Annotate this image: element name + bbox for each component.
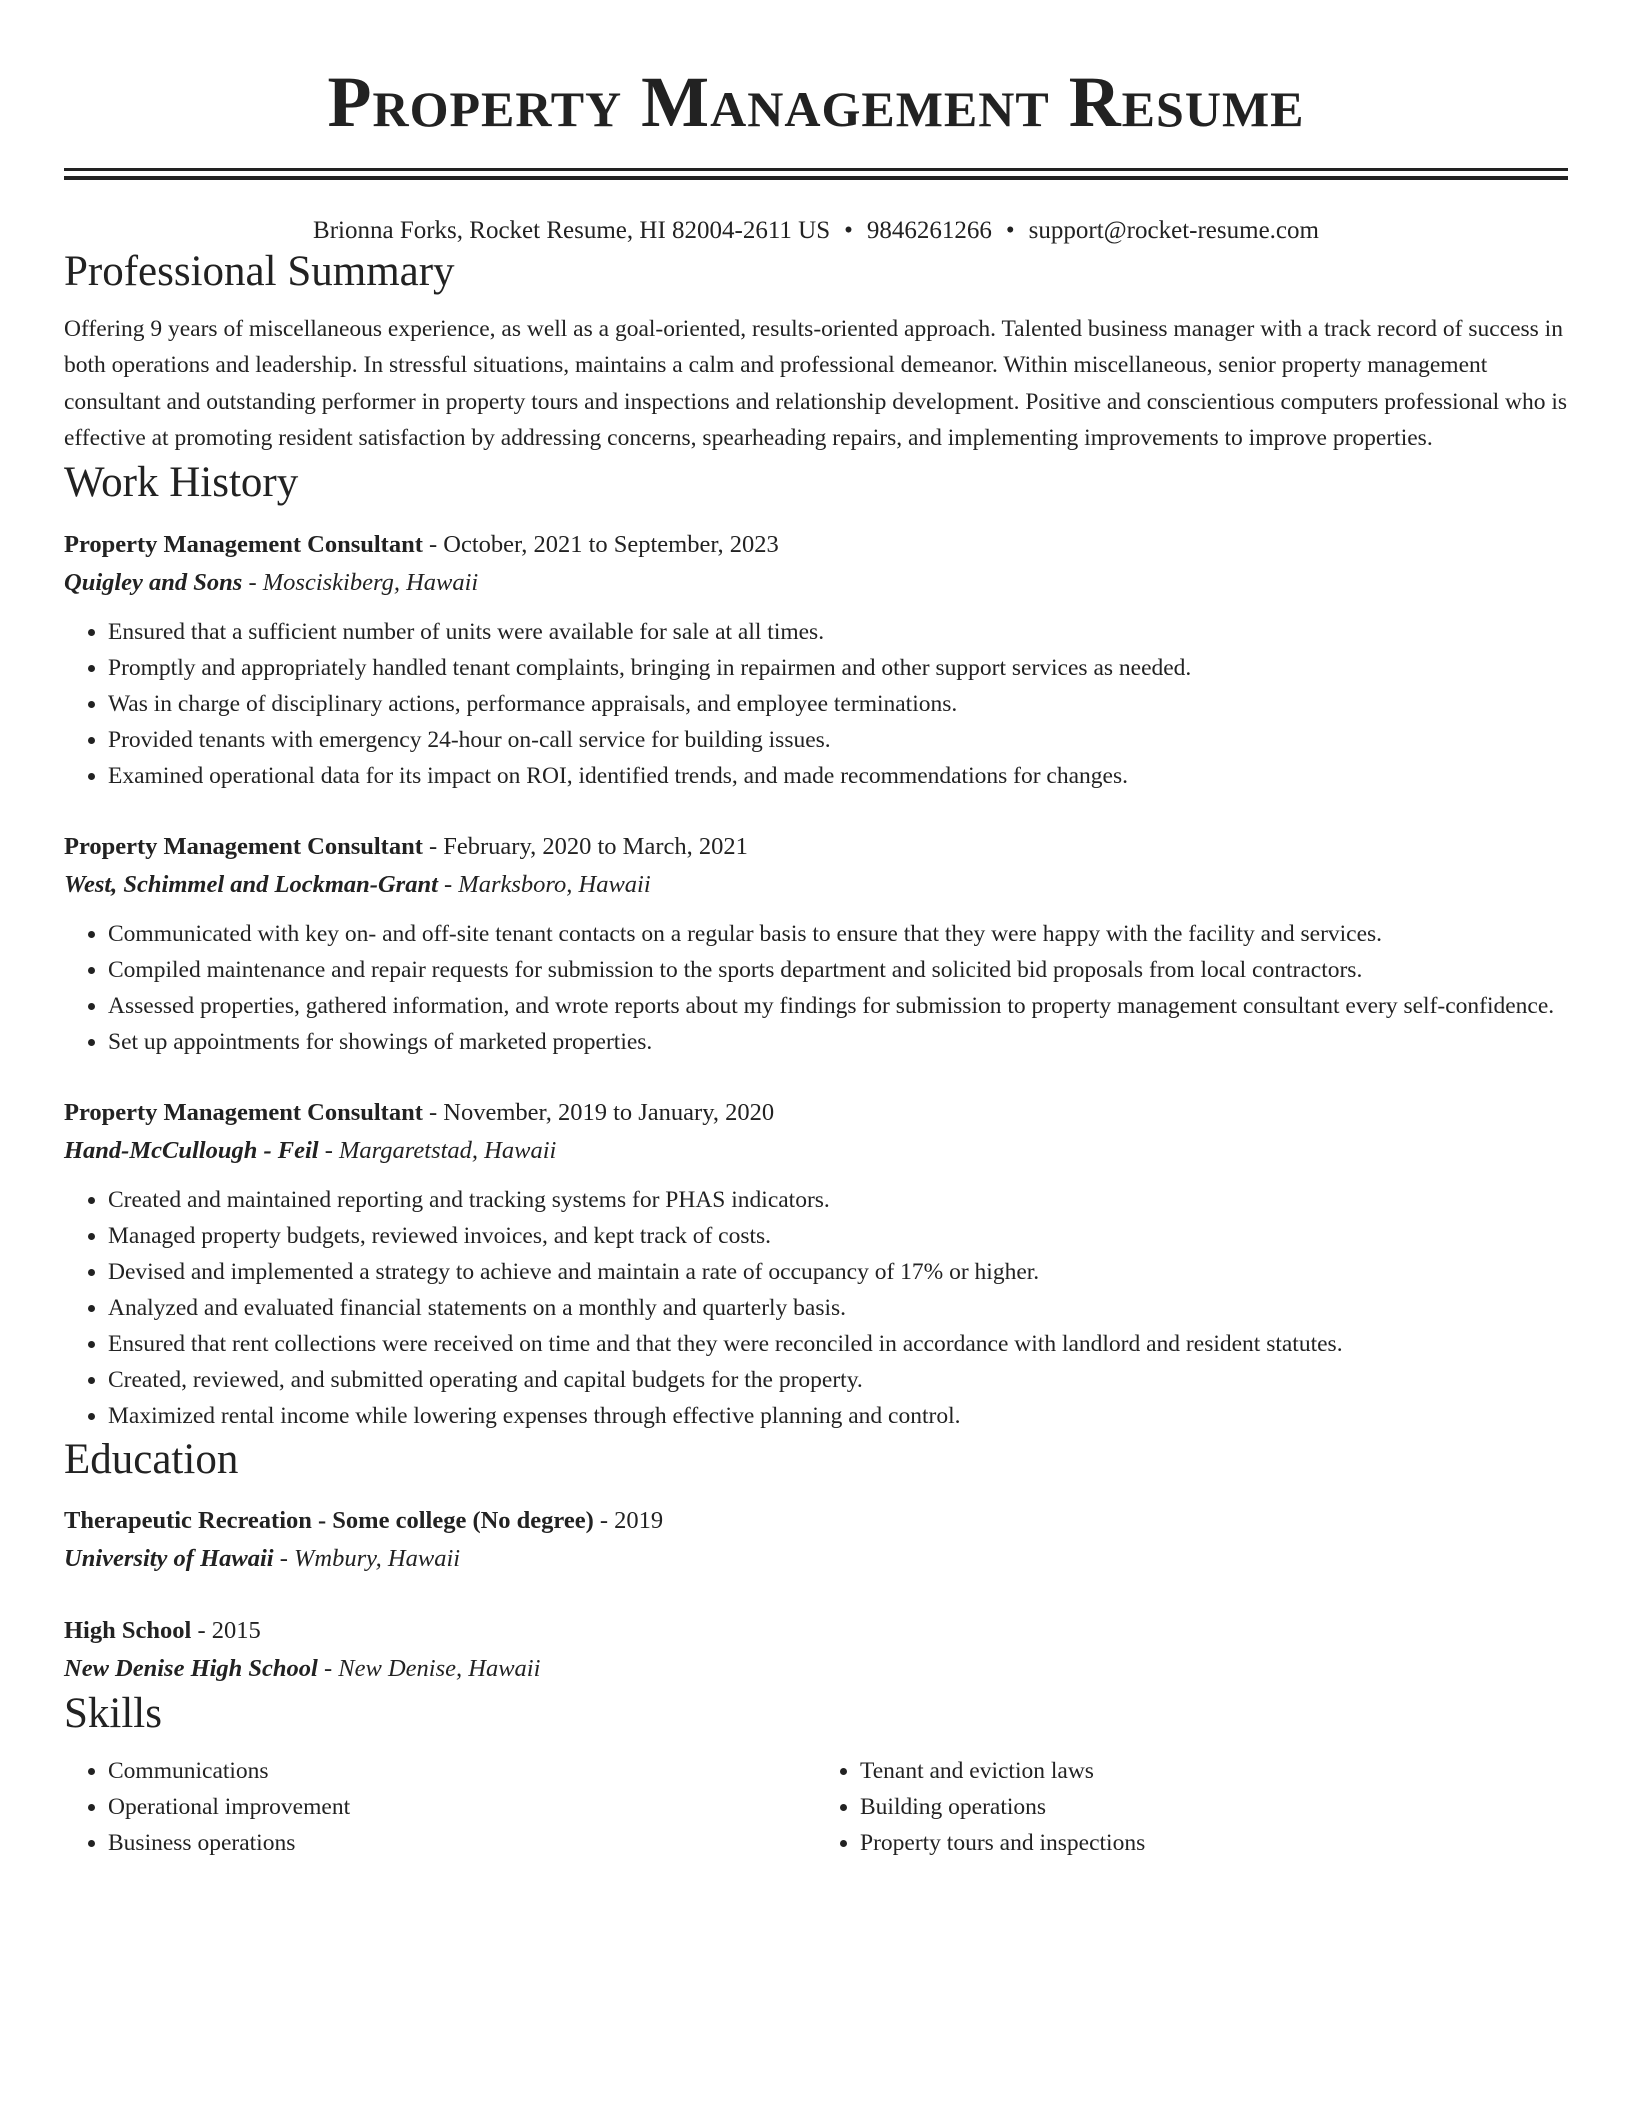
list-item: • Set up appointments for showings of marketed properties. xyxy=(108,1024,1568,1060)
school-name: University of Hawaii xyxy=(64,1544,274,1572)
job-title-line xyxy=(64,828,1568,866)
contact-email: support@rocket-resume.com xyxy=(1028,217,1319,244)
job-dates: - February, 2020 to March, 2021 xyxy=(422,833,748,861)
job-bullets xyxy=(64,916,1568,1060)
summary-text: Offering 9 years of miscellaneous experience, as well as a goal-oriented, results-oriented approach. Talented business manager with a track record of success in both operations and leadership. In stressful situations, maintains a calm and professional demeanor. Within miscellaneous, senior property management consultant and outstanding performer in property tours and inspections and relationship development. Positive and conscientious computers professional who is effective at promoting resident satisfaction by addressing concerns, spearheading repairs, and implementing improvements to improve properties. xyxy=(64,315,1568,452)
skill-item: • Building operations xyxy=(860,1789,1568,1825)
contact-line xyxy=(64,216,1568,246)
skill-item: • Business operations xyxy=(108,1825,816,1861)
contact-separator: • xyxy=(844,217,853,244)
list-item: • Assessed properties, gathered information, and wrote reports about my findings for submission to property management consultant every self-confidence. xyxy=(108,988,1568,1024)
job-bullets xyxy=(64,614,1568,794)
list-item: • Examined operational data for its impact on ROI, identified trends, and made recommendations for changes. xyxy=(108,758,1568,794)
company-line xyxy=(64,1132,1568,1170)
school-line xyxy=(64,1650,1568,1688)
job-entry xyxy=(64,526,1568,794)
company-location: - Mosciskiberg, Hawaii xyxy=(242,569,479,597)
list-item: • Provided tenants with emergency 24-hour on-call service for building issues. xyxy=(108,722,1568,758)
company-line xyxy=(64,866,1568,904)
education-heading: Education xyxy=(64,1436,239,1484)
list-item: • Ensured that a sufficient number of units were available for sale at all times. xyxy=(108,614,1568,650)
school-location: - New Denise, Hawaii xyxy=(317,1654,541,1682)
list-item: • Managed property budgets, reviewed invoices, and kept track of costs. xyxy=(108,1218,1568,1254)
degree-line xyxy=(64,1612,1568,1650)
skill-item: • Property tours and inspections xyxy=(860,1825,1568,1861)
list-item: • Ensured that rent collections were received on time and that they were reconciled in accordance with landlord and resident statutes. xyxy=(108,1326,1568,1362)
list-item: • Devised and implemented a strategy to achieve and maintain a rate of occupancy of 17% or higher. xyxy=(108,1254,1568,1290)
company-name: Quigley and Sons xyxy=(64,569,243,597)
company-location: - Marksboro, Hawaii xyxy=(437,871,651,899)
degree-line xyxy=(64,1502,1568,1540)
job-entry xyxy=(64,828,1568,1060)
degree-year: - 2019 xyxy=(593,1506,664,1534)
job-dates: - November, 2019 to January, 2020 xyxy=(422,1099,775,1127)
job-title-line xyxy=(64,1094,1568,1132)
summary-heading: Professional Summary xyxy=(64,248,455,295)
school-location: - Wmbury, Hawaii xyxy=(273,1544,461,1572)
list-item: • Communicated with key on- and off-site tenant contacts on a regular basis to ensure that they were happy with the facility and services. xyxy=(108,916,1568,952)
job-dates: - October, 2021 to September, 2023 xyxy=(422,531,779,559)
contact-address: Brionna Forks, Rocket Resume, HI 82004-2611 US xyxy=(313,217,831,244)
degree-name: Therapeutic Recreation - Some college (No degree) xyxy=(64,1506,594,1534)
skill-item: • Communications xyxy=(108,1753,816,1789)
page-title: Property Management Resume xyxy=(327,62,1305,142)
education-entry xyxy=(64,1612,1568,1688)
company-location: - Margaretstad, Hawaii xyxy=(318,1137,557,1165)
school-line xyxy=(64,1540,1568,1578)
work-history-heading: Work History xyxy=(64,458,299,506)
title-divider xyxy=(64,168,1568,180)
education-entry xyxy=(64,1502,1568,1578)
job-entry xyxy=(64,1094,1568,1434)
skill-item: • Operational improvement xyxy=(108,1789,816,1825)
job-title: Property Management Consultant xyxy=(64,833,423,861)
list-item: • Analyzed and evaluated financial statements on a monthly and quarterly basis. xyxy=(108,1290,1568,1326)
school-name: New Denise High School xyxy=(64,1654,318,1682)
skills-list-left xyxy=(64,1753,816,1861)
job-title-line xyxy=(64,526,1568,564)
job-title: Property Management Consultant xyxy=(64,1099,423,1127)
degree-year: - 2015 xyxy=(191,1616,261,1644)
list-item: • Compiled maintenance and repair requests for submission to the sports department and solicited bid proposals from local contractors. xyxy=(108,952,1568,988)
list-item: • Promptly and appropriately handled tenant complaints, bringing in repairmen and other support services as needed. xyxy=(108,650,1568,686)
skills-list-right xyxy=(816,1753,1568,1861)
skills-columns xyxy=(64,1753,1568,1861)
list-item: • Was in charge of disciplinary actions, performance appraisals, and employee terminations. xyxy=(108,686,1568,722)
skill-item: • Tenant and eviction laws xyxy=(860,1753,1568,1789)
company-line xyxy=(64,564,1568,602)
contact-separator: • xyxy=(1005,217,1015,244)
contact-phone: 9846261266 xyxy=(866,217,992,244)
list-item: • Created and maintained reporting and tracking systems for PHAS indicators. xyxy=(108,1182,1568,1218)
skills-heading: Skills xyxy=(64,1689,162,1737)
job-title: Property Management Consultant xyxy=(64,531,423,559)
company-name: Hand-McCullough - Feil xyxy=(64,1137,319,1165)
company-name: West, Schimmel and Lockman-Grant xyxy=(64,871,438,899)
list-item: • Created, reviewed, and submitted operating and capital budgets for the property. xyxy=(108,1362,1568,1398)
list-item: • Maximized rental income while lowering expenses through effective planning and control. xyxy=(108,1398,1568,1434)
job-bullets xyxy=(64,1182,1568,1434)
degree-name: High School xyxy=(64,1616,192,1644)
